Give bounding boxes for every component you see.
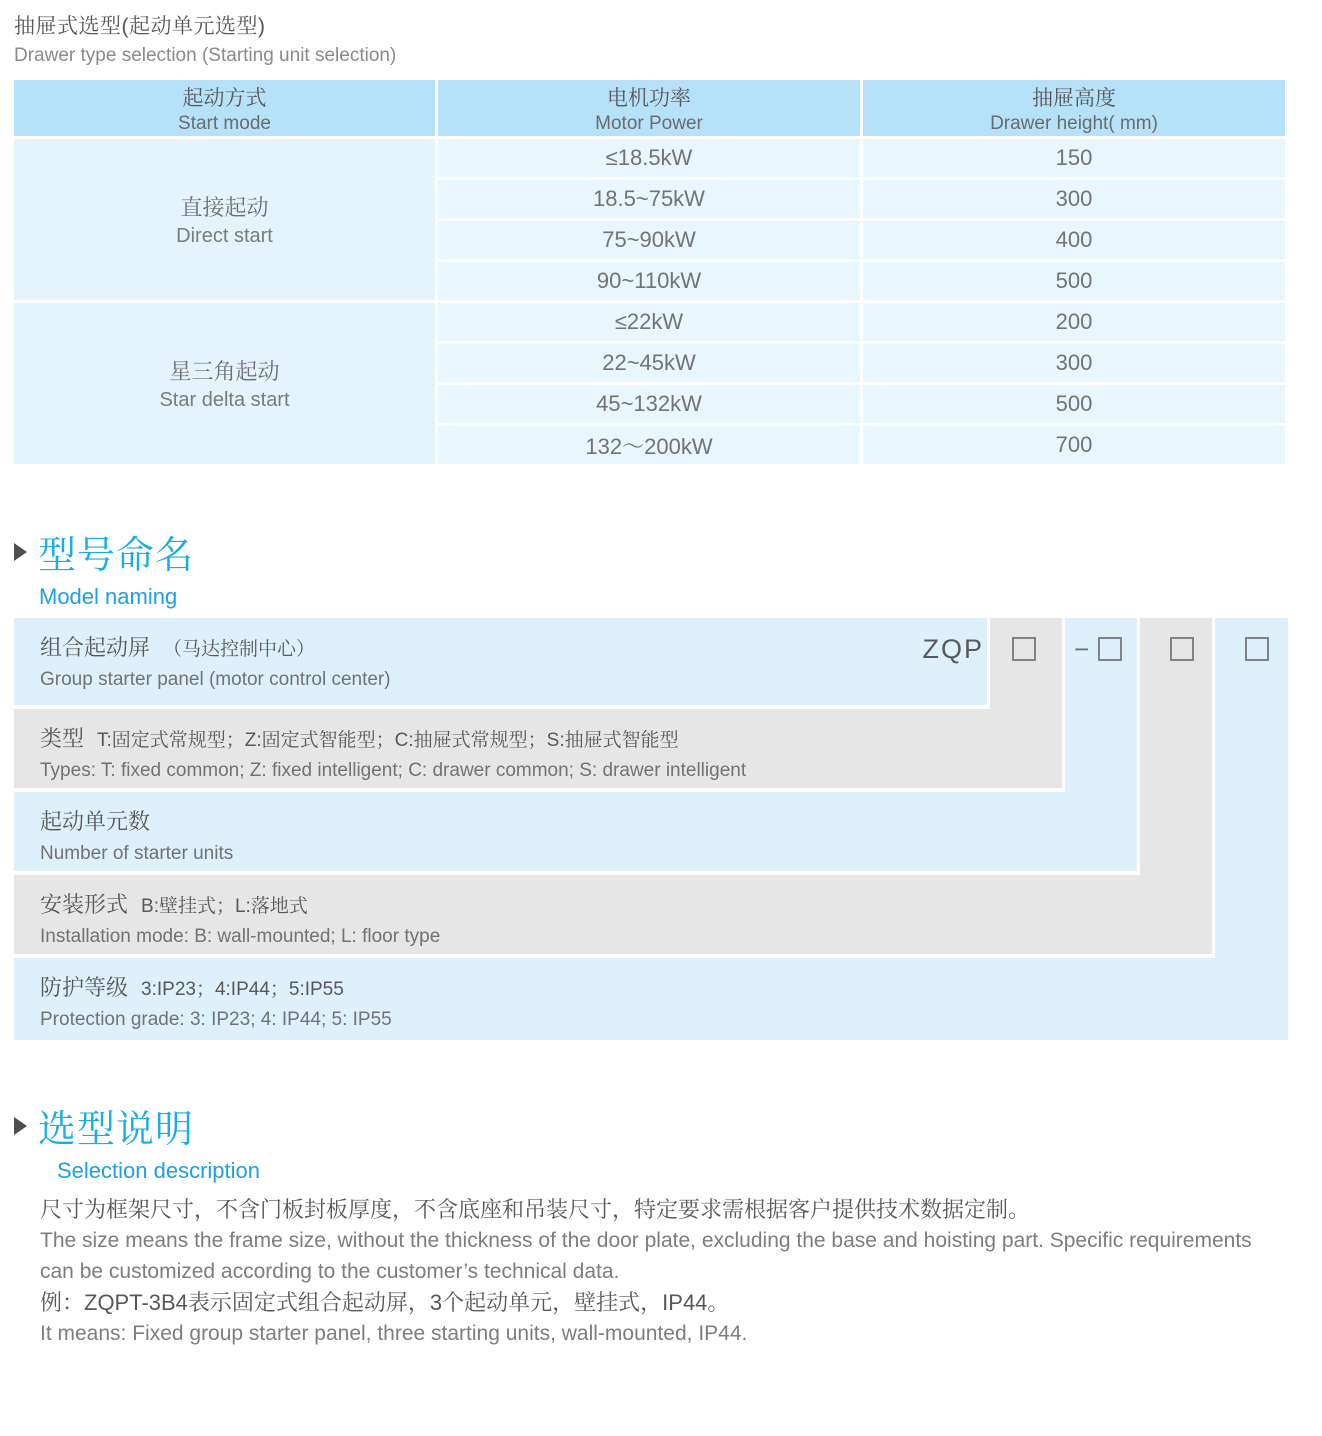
paragraph-example-en: It means: Fixed group starter panel, three starting units, wall-mounted, IP44. [40,1322,748,1345]
paragraph-example-cn: 例：ZQPT-3B4表示固定式组合起动屏，3个起动单元，壁挂式，IP44。 [40,1290,730,1315]
header-en: Start mode [178,112,271,134]
power-cell: 22~45kW [438,344,860,382]
height-cell: 200 [863,303,1285,341]
height-cell: 500 [863,262,1285,300]
band-label-en: Installation mode: B: wall-mounted; L: floor type [40,926,441,947]
drawer-selection-table [14,80,1285,464]
model-code-box-installation [1170,637,1194,661]
band-detail-cn: （马达控制中心） [163,639,316,660]
mode-en: Star delta start [159,389,290,411]
section-selection-description-heading [14,1098,260,1184]
power-cell: ≤18.5kW [438,139,860,177]
header-cn: 电机功率 [607,86,691,110]
band-label-en: Group starter panel (motor control center) [40,669,391,690]
band-label-en: Types: T: fixed common; Z: fixed intelligent; C: drawer common; S: drawer intelligent [40,760,747,781]
band-detail-cn: T:固定式常规型；Z:固定式智能型；C:抽屉式常规型；S:抽屉式智能型 [97,730,679,751]
power-cell: 90~110kW [438,262,860,300]
triangle-marker-icon [14,1117,27,1135]
mode-cell-star-delta-start [14,303,435,464]
power-cell: 132～200kW [438,426,860,464]
model-band-installation [14,875,1212,954]
model-code-prefix: ZQP [922,634,984,664]
model-column-type [990,618,1062,709]
model-code-box-type [1012,637,1036,661]
band-detail-cn: 3:IP23；4:IP44；5:IP55 [141,979,344,1000]
height-cell: 700 [863,426,1285,464]
triangle-marker-icon [14,543,27,561]
header-en: Motor Power [595,112,703,134]
page-title-cn: 抽屉式选型(起动单元选型) [14,15,266,38]
selection-description-paragraphs [40,1194,1290,1349]
header-cn: 起动方式 [182,86,267,110]
section-heading-cn: 型号命名 [38,535,195,577]
section-heading-en: Selection description [57,1158,261,1183]
model-column-protection [1215,618,1288,958]
band-label-cn: 起动单元数 [40,809,151,834]
power-cell: 18.5~75kW [438,180,860,218]
model-code-box-unit-count [1098,637,1122,661]
band-detail-cn: B:壁挂式；L:落地式 [141,896,308,917]
model-naming-diagram [14,618,1288,1040]
model-code-dash: − [1074,634,1090,664]
model-band-group-starter-panel [14,618,987,705]
band-label-cn: 安装形式 [40,892,129,917]
band-label-cn: 组合起动屏 [40,635,151,660]
mode-en: Direct start [176,225,273,247]
height-cell: 500 [863,385,1285,423]
band-label-cn: 防护等级 [40,975,129,1000]
paragraph-size-cn: 尺寸为框架尺寸，不含门板封板厚度，不含底座和吊装尺寸，特定要求需根据客户提供技术数据定制。 [40,1197,1031,1222]
model-band-unit-count [14,792,1137,871]
height-cell: 300 [863,344,1285,382]
page-title [14,10,396,67]
page-title-en: Drawer type selection (Starting unit selection) [14,45,397,66]
model-band-protection [14,958,1288,1040]
model-code-box-protection [1245,637,1269,661]
mode-cn: 星三角起动 [169,359,280,384]
power-cell: 75~90kW [438,221,860,259]
section-heading-en: Model naming [39,584,178,609]
height-cell: 150 [863,139,1285,177]
height-cell: 300 [863,180,1285,218]
power-cell: 45~132kW [438,385,860,423]
mode-cell-direct-start [14,139,435,300]
header-cn: 抽屉高度 [1032,86,1116,110]
paragraph-size-en: The size means the frame size, without the thickness of the door plate, excluding the base and hoisting part. Specific requirements can be customized according to the customer’s technical data. [40,1229,1252,1283]
header-en: Drawer height( mm) [990,112,1158,134]
band-label-cn: 类型 [40,726,85,751]
table-header-start-mode [14,80,435,136]
section-heading-cn: 选型说明 [38,1109,195,1151]
table-header-motor-power [438,80,860,136]
power-cell: ≤22kW [438,303,860,341]
band-label-en: Protection grade: 3: IP23; 4: IP44; 5: IP55 [40,1009,392,1030]
table-header-drawer-height [863,80,1285,136]
band-label-en: Number of starter units [40,843,234,864]
section-model-naming-heading [14,524,194,610]
model-band-type [14,709,1062,788]
height-cell: 400 [863,221,1285,259]
mode-cn: 直接起动 [180,195,269,220]
